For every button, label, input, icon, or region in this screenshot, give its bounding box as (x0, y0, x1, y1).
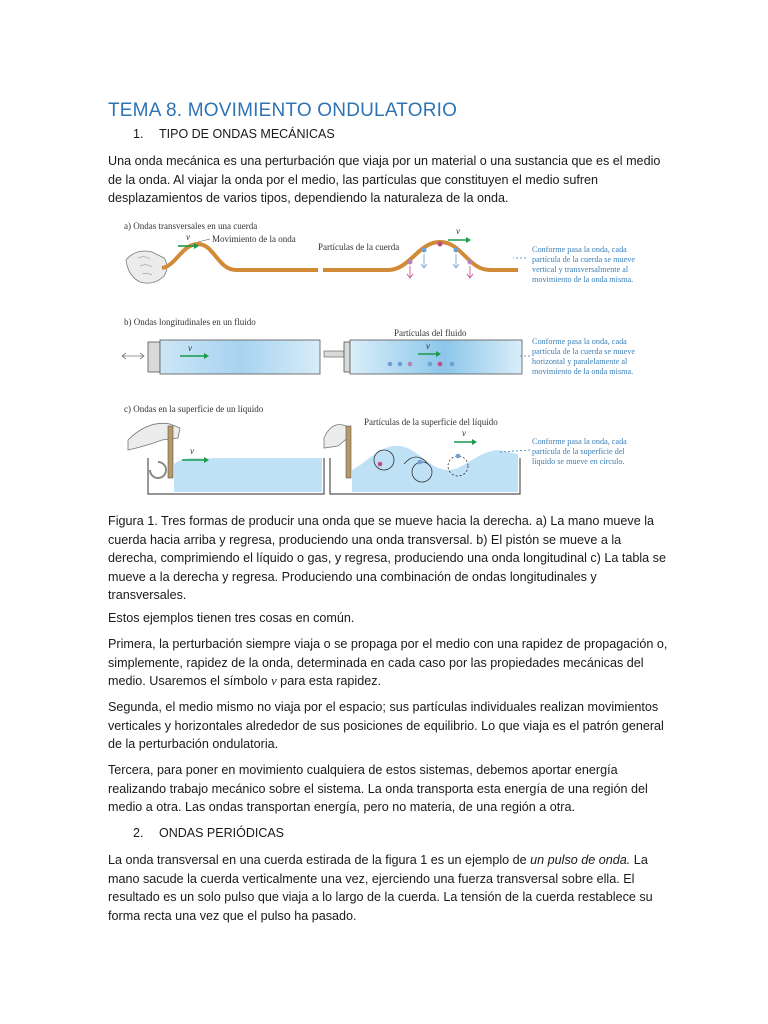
board-right (346, 426, 351, 478)
tube-left (160, 340, 320, 374)
panel-c-title: c) Ondas en la superficie de un líquido (124, 404, 264, 414)
segunda-text: el medio mismo no viaja por el espacio; sus partículas individuales realizan movimientos verticales y horizontales alrededor de sus posiciones de equilibrio. Lo que viaja es el patrón general de la perturbación ondulatoria. (108, 700, 664, 751)
section-heading-2 (133, 826, 284, 840)
fluid-particles-label: Partículas del fluido (394, 328, 467, 338)
intro-paragraph: Una onda mecánica es una perturbación que viaja por un material o una sustancia que es el medio de la onda. Al viajar la onda por el medio, las partículas que constituyen el medio sufren desplazamientos de varios tipos, dependiendo la naturaleza de la onda. (108, 154, 661, 205)
section-heading-1 (133, 127, 335, 141)
note-a (532, 245, 635, 284)
velocity-label: v (188, 343, 192, 353)
svg-text:partícula de la cuerda se muev: partícula de la cuerda se mueve (532, 255, 635, 264)
svg-text:Conforme pasa la onda, cada: Conforme pasa la onda, cada (532, 437, 627, 446)
tercera-text: para poner en movimiento cualquiera de estos sistemas, debemos aportar energía realizando trabajo mecánico sobre el sistema. La onda transporta esta energía de una región del medio a otra. Las ondas transportan energía, pero no materia, de una región a otra. (108, 763, 648, 814)
primera-lead: Primera, (108, 637, 156, 651)
common-paragraph: Estos ejemplos tienen tres cosas en común. (108, 611, 355, 625)
primera-text-b: para esta rapidez. (276, 674, 381, 688)
svg-text:vertical y transversalmente al: vertical y transversalmente al (532, 265, 629, 274)
water-left (174, 458, 322, 492)
figure-caption: Figura 1. Tres formas de producir una onda que se mueve hacia la derecha. a) La mano mueve la cuerda hacia arriba y regresa, produciendo una onda transversal. b) El pistón se mueve a la derecha, comprimiendo el líquido o gas, y regresa, produciendo una onda longitudinal c) La tabla se mueve a la derecha y regresa. Produciendo una combinación de ondas longitudinales y transversales. (108, 514, 666, 602)
primera-paragraph (108, 635, 668, 691)
piston-rod (324, 351, 344, 357)
tercera-lead: Tercera, (108, 763, 154, 777)
arrowhead-icon (472, 439, 477, 445)
svg-text:líquido se mueve en círculo.: líquido se mueve en círculo. (532, 457, 625, 466)
double-arrow-icon (122, 353, 144, 359)
last-text-a: La onda transversal en una cuerda estirada de la figura 1 es un ejemplo de (108, 853, 531, 867)
piston-right (344, 342, 350, 372)
pulse-term: un pulso de onda. (530, 853, 631, 867)
velocity-label: v (186, 232, 190, 242)
wave-figure (118, 214, 662, 504)
panel-a-title: a) Ondas transversales en una cuerda (124, 221, 258, 231)
svg-text:movimiento de la onda misma.: movimiento de la onda misma. (532, 275, 634, 284)
svg-text:Conforme pasa la onda, cada: Conforme pasa la onda, cada (532, 245, 627, 254)
panel-b-title: b) Ondas longitudinales en un fluido (124, 317, 256, 327)
segunda-lead: Segunda, (108, 700, 162, 714)
velocity-label: v (462, 428, 466, 438)
hand-a-icon (126, 251, 167, 283)
velocity-label: v (190, 446, 194, 456)
velocity-symbol: v (271, 674, 277, 688)
board-left (168, 426, 173, 478)
section-number: 2. (133, 826, 144, 840)
svg-text:partícula de la superficie del: partícula de la superficie del (532, 447, 625, 456)
svg-text:movimiento de la onda misma.: movimiento de la onda misma. (532, 367, 634, 376)
string-a-left (162, 244, 318, 270)
note-c (532, 437, 627, 466)
tercera-paragraph (108, 761, 668, 817)
svg-text:partícula de la cuerda se muev: partícula de la cuerda se mueve (532, 347, 635, 356)
arrowhead-icon (466, 237, 471, 243)
section-title: TIPO DE ONDAS MECÁNICAS (159, 127, 335, 141)
svg-text:Conforme pasa la onda, cada: Conforme pasa la onda, cada (532, 337, 627, 346)
piston-left (148, 342, 160, 372)
pointer-line (198, 239, 210, 242)
string-particles-label: Partículas de la cuerda (318, 242, 400, 252)
note-pointer (500, 450, 530, 452)
segunda-paragraph (108, 698, 668, 754)
last-paragraph (108, 851, 664, 925)
page-title: TEMA 8. MOVIMIENTO ONDULATORIO (108, 100, 458, 121)
motion-label: Movimiento de la onda (212, 234, 296, 244)
svg-text:horizontal y paralelamente al: horizontal y paralelamente al (532, 357, 628, 366)
primera-text-a: la perturbación siempre viaja o se propaga por el medio con una rapidez de propagación o, simplemente, rapidez de la onda, determinada en cada caso por las propiedades mecánicas del medio. Usaremos el símbolo (108, 637, 668, 688)
rotation-arrow-icon (150, 462, 166, 478)
note-b (532, 337, 635, 376)
last-text-b: La mano sacude la cuerda verticalmente una vez, ejerciendo una fuerza transversal sobre ella. El resultado es un solo pulso que viaja a lo largo de la cuerda. La tensión de la cuerda restablece su forma recta una vez que el pulso ha pasado. (108, 853, 653, 923)
surface-particles-label: Partículas de la superficie del líquido (364, 417, 498, 427)
string-particles (407, 242, 473, 279)
section-title: ONDAS PERIÓDICAS (159, 826, 285, 840)
section-number: 1. (133, 127, 144, 141)
velocity-label: v (456, 226, 460, 236)
velocity-label: v (426, 341, 430, 351)
